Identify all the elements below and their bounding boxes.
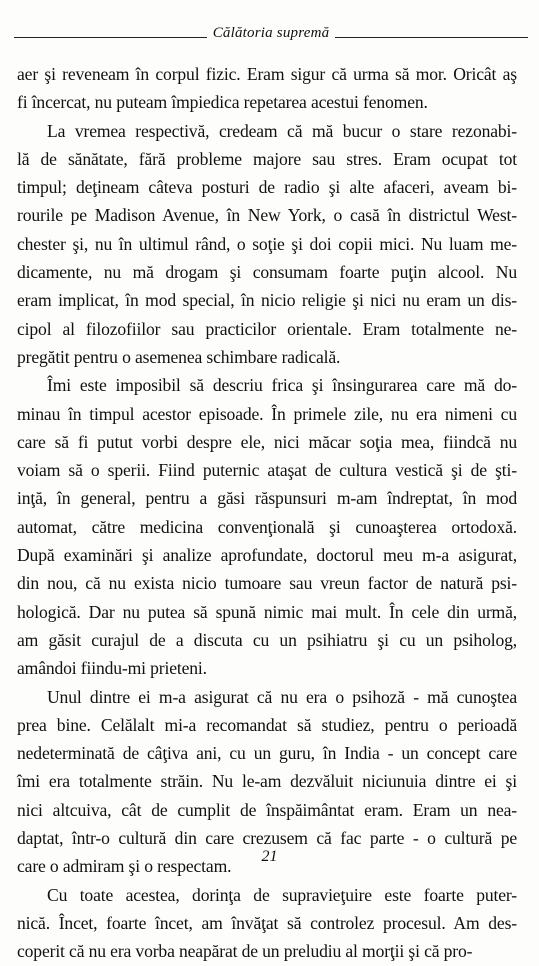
text-line: pregătit pentru o asemenea schimbare radicală.	[17, 346, 341, 367]
text-line: aer şi reveneam în corpul fizic. Eram sigur că urma să mor. Oricât aş	[17, 64, 517, 84]
text-line: Cu toate acestea, dorinţa de supravieţuire este foarte puter-	[47, 884, 517, 905]
text-line: inţă, în general, pentru a găsi răspunsuri m-am îndreptat, în mod	[17, 488, 517, 509]
running-title: Călătoria supremă	[212, 25, 330, 41]
text-line: timpul; deţineam câteva posturi de radio şi alte afaceri, aveam bi-	[17, 177, 517, 198]
header-rule-left	[14, 37, 207, 38]
text-line: rourile pe Madison Avenue, în New York, o casă în districtul West-	[17, 205, 517, 226]
text-line: chester şi, nu în ultimul rând, o soţie şi doi copii mici. Nu luam me-	[17, 233, 517, 254]
text-line: daptat, într-o cultură din care crezusem că fac parte - o cultură pe	[17, 828, 517, 849]
text-line: care o admiram şi o respectam.	[17, 856, 232, 877]
page-number: 21	[261, 848, 278, 865]
text-line: am găsit curajul de a discuta cu un psihiatru şi cu un psiholog,	[17, 629, 517, 650]
text-line: îmi era totalmente străin. Nu le-am dezvăluit niciunuia dintre ei şi	[17, 771, 517, 792]
text-line: lă de sănătate, fără probleme majore sau stres. Eram ocupat tot	[17, 148, 517, 169]
text-line: nedeterminată de câţiva ani, cu un guru, în India - un concept care	[17, 743, 517, 764]
paragraph	[17, 881, 517, 966]
text-line: voiam să o sperii. Fiind puternic ataşat de cultura vestică şi de şti-	[17, 460, 517, 481]
body-text	[17, 60, 517, 966]
text-line: nică. Încet, foarte încet, am învăţat să controlez procesul. Am des-	[17, 912, 517, 933]
text-line: eram implicat, în mod special, în nicio religie şi nici nu eram un dis-	[17, 290, 517, 311]
header-rule-right	[335, 37, 528, 38]
text-line: coperit că nu era vorba neapărat de un preludiu al morţii şi că pro-	[17, 941, 473, 962]
text-line: cipol al filozofiilor sau practicilor orientale. Eram totalmente ne-	[17, 318, 517, 339]
paragraph	[17, 371, 517, 682]
text-line: minau în timpul acestor episoade. În primele zile, nu era nimeni cu	[17, 403, 517, 424]
text-line: care să fi putut vorbi despre ele, nici măcar soţia mea, fiindcă nu	[17, 431, 517, 452]
text-line: fi încercat, nu puteam împiedica repetarea acestui fenomen.	[17, 92, 428, 113]
paragraph	[17, 117, 517, 372]
text-line: hologică. Dar nu putea să spună nimic mai mult. În cele din urmă,	[17, 601, 517, 622]
text-line: Îmi este imposibil să descriu frica şi însingurarea care mă do-	[47, 375, 517, 396]
text-line: prea bine. Celălalt mi-a recomandat să studiez, pentru o perioadă	[17, 714, 517, 735]
text-line: Unul dintre ei m-a asigurat că nu era o psihoză - mă cunoştea	[47, 686, 517, 707]
text-line: amândoi fiindu-mi prieteni.	[17, 658, 207, 679]
paragraph	[17, 60, 517, 117]
text-line: automat, către medicina convenţională şi cunoaşterea ortodoxă.	[17, 516, 517, 537]
text-line: din nou, că nu exista nicio tumoare sau vreun factor de natură psi-	[17, 573, 517, 594]
text-line: nici altcuiva, cât de cumplit de înspăimântat eram. Eram un nea-	[17, 799, 517, 820]
text-line: La vremea respectivă, credeam că mă bucur o stare rezonabi-	[47, 120, 517, 141]
text-line: dicamente, nu mă drogam şi consumam foarte puţin alcool. Nu	[17, 262, 517, 283]
running-header	[14, 22, 528, 42]
text-line: După examinări şi analize aprofundate, doctorul meu m-a asigurat,	[17, 545, 517, 566]
